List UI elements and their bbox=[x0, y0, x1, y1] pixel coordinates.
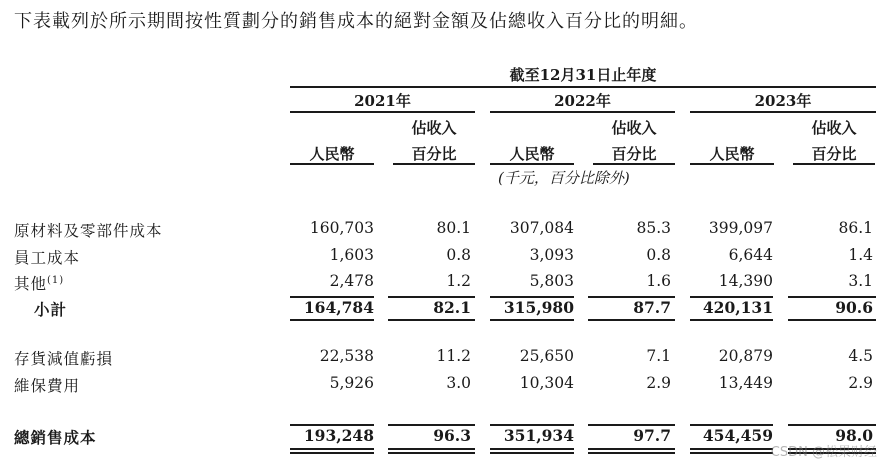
table-cell: 1.6 bbox=[646, 272, 671, 290]
table-cell: 399,097 bbox=[708, 219, 773, 237]
unit-note: (千元，百分比除外) bbox=[498, 169, 630, 187]
subtotal-top-rule bbox=[588, 296, 675, 298]
table-cell: 10,304 bbox=[519, 374, 574, 392]
col-pct-line2-0: 百分比 bbox=[411, 145, 457, 163]
table-cell: 22,538 bbox=[319, 347, 374, 365]
total-double-rule-1 bbox=[690, 448, 773, 450]
col-rmb-rule bbox=[690, 163, 774, 165]
row-label-text: 維保費用 bbox=[14, 377, 81, 395]
row-label-text: 其他 bbox=[14, 275, 48, 293]
total-top-rule bbox=[388, 424, 475, 426]
intro-text: 下表載列於所示期間按性質劃分的銷售成本的絕對金額及佔總收入百分比的明細。 bbox=[14, 11, 698, 32]
table-cell: 0.8 bbox=[646, 246, 671, 264]
subtotal-bottom-rule bbox=[788, 319, 876, 321]
footnote-marker: (1) bbox=[47, 274, 65, 286]
total-double-rule-1 bbox=[490, 448, 574, 450]
row-label-text: 小計 bbox=[34, 300, 68, 319]
subtotal-bottom-rule bbox=[490, 319, 574, 321]
table-cell: 98.0 bbox=[835, 426, 873, 445]
total-double-rule-2 bbox=[388, 452, 475, 454]
table-cell: 4.5 bbox=[848, 347, 873, 365]
table-cell: 315,980 bbox=[503, 298, 574, 317]
table-cell: 1.2 bbox=[446, 272, 471, 290]
row-label bbox=[14, 426, 97, 448]
row-label-text: 存貨減值虧損 bbox=[14, 350, 114, 368]
col-pct-rule bbox=[593, 163, 675, 165]
row-label bbox=[14, 347, 113, 369]
watermark: CSDN @松果财经 bbox=[770, 445, 877, 460]
total-top-rule bbox=[690, 424, 773, 426]
total-double-rule-2 bbox=[588, 452, 675, 454]
table-cell: 454,459 bbox=[702, 426, 773, 445]
table-cell: 13,449 bbox=[718, 374, 773, 392]
subtotal-top-rule bbox=[788, 296, 876, 298]
subtotal-top-rule bbox=[388, 296, 475, 298]
table-cell: 11.2 bbox=[436, 347, 471, 365]
subtotal-bottom-rule bbox=[388, 319, 475, 321]
col-pct-line1-2: 佔收入 bbox=[811, 119, 857, 137]
table-cell: 25,650 bbox=[519, 347, 574, 365]
row-label-text: 員工成本 bbox=[14, 249, 81, 267]
table-cell: 7.1 bbox=[646, 347, 671, 365]
col-rmb-rule bbox=[490, 163, 574, 165]
col-pct-line1-0: 佔收入 bbox=[411, 119, 457, 137]
row-label bbox=[14, 246, 80, 268]
table-cell: 87.7 bbox=[633, 298, 671, 317]
table-cell: 3.1 bbox=[848, 272, 873, 290]
col-pct-line2-1: 百分比 bbox=[611, 145, 657, 163]
table-cell: 86.1 bbox=[838, 219, 873, 237]
table-cell: 193,248 bbox=[303, 426, 374, 445]
col-rmb-rule bbox=[290, 163, 374, 165]
table-cell: 420,131 bbox=[702, 298, 773, 317]
table-cell: 2.9 bbox=[848, 374, 873, 392]
col-rmb-1: 人民幣 bbox=[509, 145, 555, 163]
total-top-rule bbox=[788, 424, 876, 426]
subtotal-bottom-rule bbox=[588, 319, 675, 321]
year-rule-2023 bbox=[690, 111, 876, 113]
table-cell: 20,879 bbox=[718, 347, 773, 365]
table-cell: 2,478 bbox=[329, 272, 374, 290]
table-cell: 1.4 bbox=[848, 246, 873, 264]
year-rule-2021 bbox=[290, 111, 475, 113]
total-double-rule-2 bbox=[690, 452, 773, 454]
total-double-rule-1 bbox=[588, 448, 675, 450]
col-rmb-2: 人民幣 bbox=[709, 145, 755, 163]
subtotal-bottom-rule bbox=[690, 319, 773, 321]
table-cell: 82.1 bbox=[433, 298, 471, 317]
table-cell: 164,784 bbox=[303, 298, 374, 317]
subtotal-top-rule bbox=[290, 296, 374, 298]
table-cell: 6,644 bbox=[728, 246, 773, 264]
table-cell: 307,084 bbox=[509, 219, 574, 237]
col-pct-rule bbox=[393, 163, 475, 165]
subtotal-bottom-rule bbox=[290, 319, 374, 321]
total-double-rule-1 bbox=[290, 448, 374, 450]
period-rule bbox=[290, 86, 876, 88]
table-cell: 0.8 bbox=[446, 246, 471, 264]
col-rmb-0: 人民幣 bbox=[309, 145, 355, 163]
table-cell: 14,390 bbox=[718, 272, 773, 290]
table-cell: 97.7 bbox=[633, 426, 671, 445]
period-header: 截至12月31日止年度 bbox=[509, 66, 657, 84]
row-label bbox=[14, 272, 64, 294]
table-cell: 85.3 bbox=[636, 219, 671, 237]
subtotal-top-rule bbox=[490, 296, 574, 298]
table-cell: 5,803 bbox=[529, 272, 574, 290]
total-double-rule-2 bbox=[490, 452, 574, 454]
row-label bbox=[14, 374, 80, 396]
year-2023: 2023年 bbox=[754, 92, 812, 110]
col-pct-line1-1: 佔收入 bbox=[611, 119, 657, 137]
table-cell: 90.6 bbox=[835, 298, 873, 317]
row-label bbox=[14, 219, 163, 241]
total-top-rule bbox=[290, 424, 374, 426]
table-cell: 2.9 bbox=[646, 374, 671, 392]
year-rule-2022 bbox=[490, 111, 675, 113]
total-double-rule-2 bbox=[290, 452, 374, 454]
table-cell: 3.0 bbox=[446, 374, 471, 392]
subtotal-top-rule bbox=[690, 296, 773, 298]
total-top-rule bbox=[588, 424, 675, 426]
year-2021: 2021年 bbox=[354, 92, 411, 110]
table-cell: 1,603 bbox=[329, 246, 374, 264]
table-cell: 3,093 bbox=[529, 246, 574, 264]
table-cell: 80.1 bbox=[436, 219, 471, 237]
table-cell: 351,934 bbox=[503, 426, 574, 445]
row-label-text: 原材料及零部件成本 bbox=[14, 222, 163, 240]
table-cell: 160,703 bbox=[309, 219, 374, 237]
table-cell: 96.3 bbox=[433, 426, 471, 445]
col-pct-line2-2: 百分比 bbox=[811, 145, 857, 163]
year-2022: 2022年 bbox=[554, 92, 611, 110]
row-label bbox=[34, 298, 67, 320]
total-double-rule-1 bbox=[388, 448, 475, 450]
total-top-rule bbox=[490, 424, 574, 426]
row-label-text: 總銷售成本 bbox=[14, 428, 97, 447]
table-cell: 5,926 bbox=[329, 374, 374, 392]
col-pct-rule bbox=[793, 163, 875, 165]
